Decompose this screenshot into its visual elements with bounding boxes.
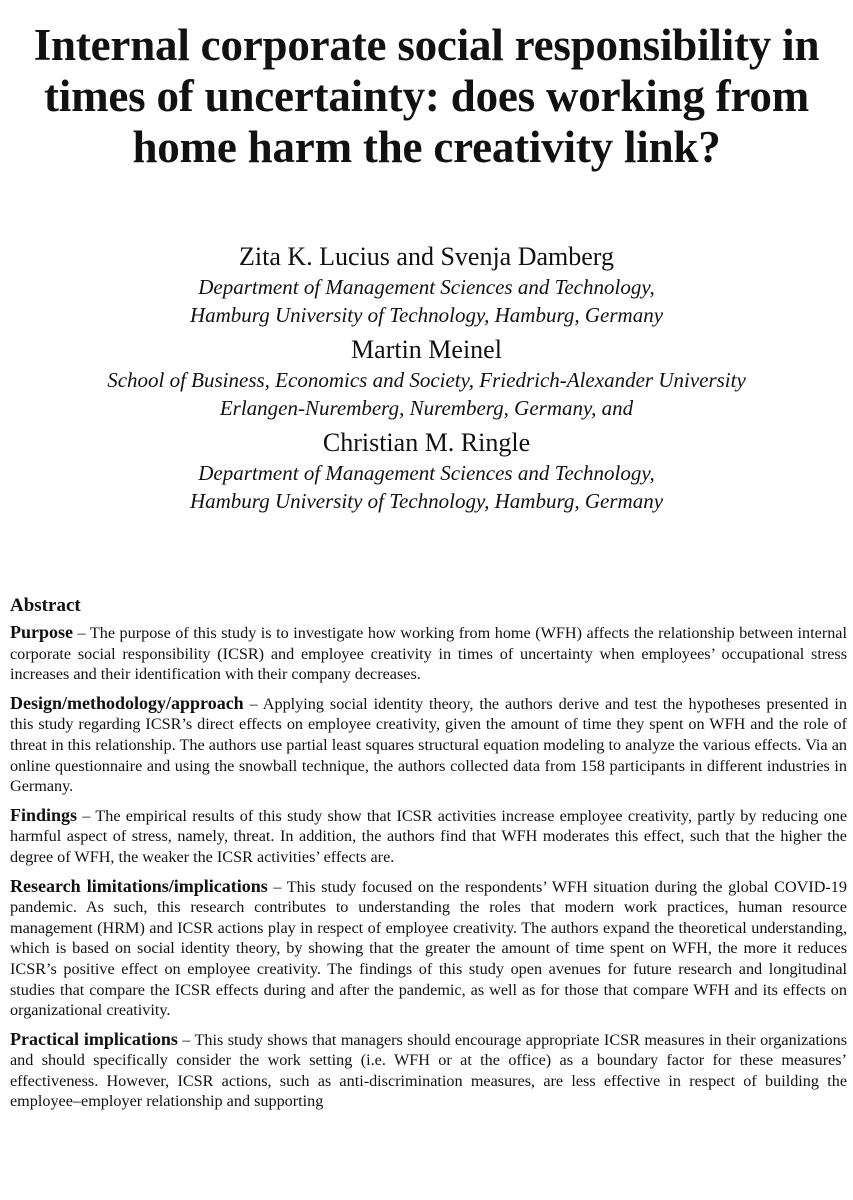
author-affiliation: Department of Management Sciences and Technology, — [198, 275, 655, 299]
author-affiliation: Hamburg University of Technology, Hamburg, Germany — [189, 489, 664, 513]
author-block — [10, 240, 843, 515]
author-names: Zita K. Lucius and Svenja Damberg — [239, 242, 614, 271]
section-text: – The purpose of this study is to investigate how working from home (WFH) affects the relationship between internal corporate social responsibility (ICSR) and employee creativity in times of uncertainty when employees’ occupational stress increases and their identification with their company decreases. — [10, 624, 847, 684]
abstract-section-purpose — [10, 622, 847, 685]
abstract-heading: Abstract — [10, 595, 81, 616]
paper-title: Internal corporate social responsibility in times of uncertainty: does working from home harm the creativity link? — [33, 20, 820, 172]
abstract-section-design — [10, 693, 847, 797]
section-text: – This study focused on the respondents’ WFH situation during the global COVID-19 pandemic. As such, this research contributes to understanding the roles that modern work practices, human resource management (HRM) and ICSR actions play in respect of employee creativity. The authors expand the theoretical understanding, which is based on social identity theory, by showing that the greater the amount of time spent on WFH, the more it reduces ICSR’s positive effect on employee creativity. The findings of this study open avenues for future research and longitudinal studies that compare the ICSR effects during and after the pandemic, as well as for those that compare WFH and its effects on organizational creativity. — [10, 877, 847, 1020]
author-affiliation: Hamburg University of Technology, Hamburg, Germany — [189, 303, 664, 327]
abstract-section-limitations — [10, 876, 847, 1021]
section-label: Findings — [10, 804, 78, 825]
author-names: Christian M. Ringle — [322, 428, 531, 457]
section-label: Purpose — [10, 622, 73, 642]
section-label: Practical implications — [10, 1028, 178, 1049]
abstract — [10, 593, 847, 1120]
abstract-section-findings — [10, 805, 847, 868]
author-affiliation: Erlangen-Nuremberg, Nuremberg, Germany, and — [219, 396, 634, 420]
section-text: – Applying social identity theory, the authors derive and test the hypotheses presented in this study regarding ICSR’s direct effects on employee creativity, given the amount of time they spent on WFH and the role of threat in this relationship. The authors use partial least squares structural equation modeling to analyze the various effects. Via an online questionnaire and using the snowball technique, the authors collected data from 158 participants in different industries in Germany. — [10, 694, 847, 796]
abstract-section-practical — [10, 1029, 847, 1112]
section-label: Design/methodology/approach — [10, 692, 244, 713]
author-affiliation: Department of Management Sciences and Technology, — [198, 461, 655, 485]
section-label: Research limitations/implications — [10, 875, 268, 896]
author-affiliation: School of Business, Economics and Society, Friedrich-Alexander University — [107, 368, 746, 392]
section-text: – This study shows that managers should encourage appropriate ICSR measures in their organizations and should specifically consider the work setting (i.e. WFH or at the office) as a boundary factor for these measures’ effectiveness. However, ICSR actions, such as anti-discrimination measures, are less effective in respect of building the employee–employer relationship and supporting — [10, 1030, 848, 1111]
section-text: – The empirical results of this study show that ICSR activities increase employee creativity, partly by reducing one harmful aspect of stress, namely, threat. In addition, the authors find that WFH moderates this effect, such that the higher the degree of WFH, the weaker the ICSR activities’ effects are. — [10, 806, 847, 866]
author-names: Martin Meinel — [351, 335, 502, 364]
